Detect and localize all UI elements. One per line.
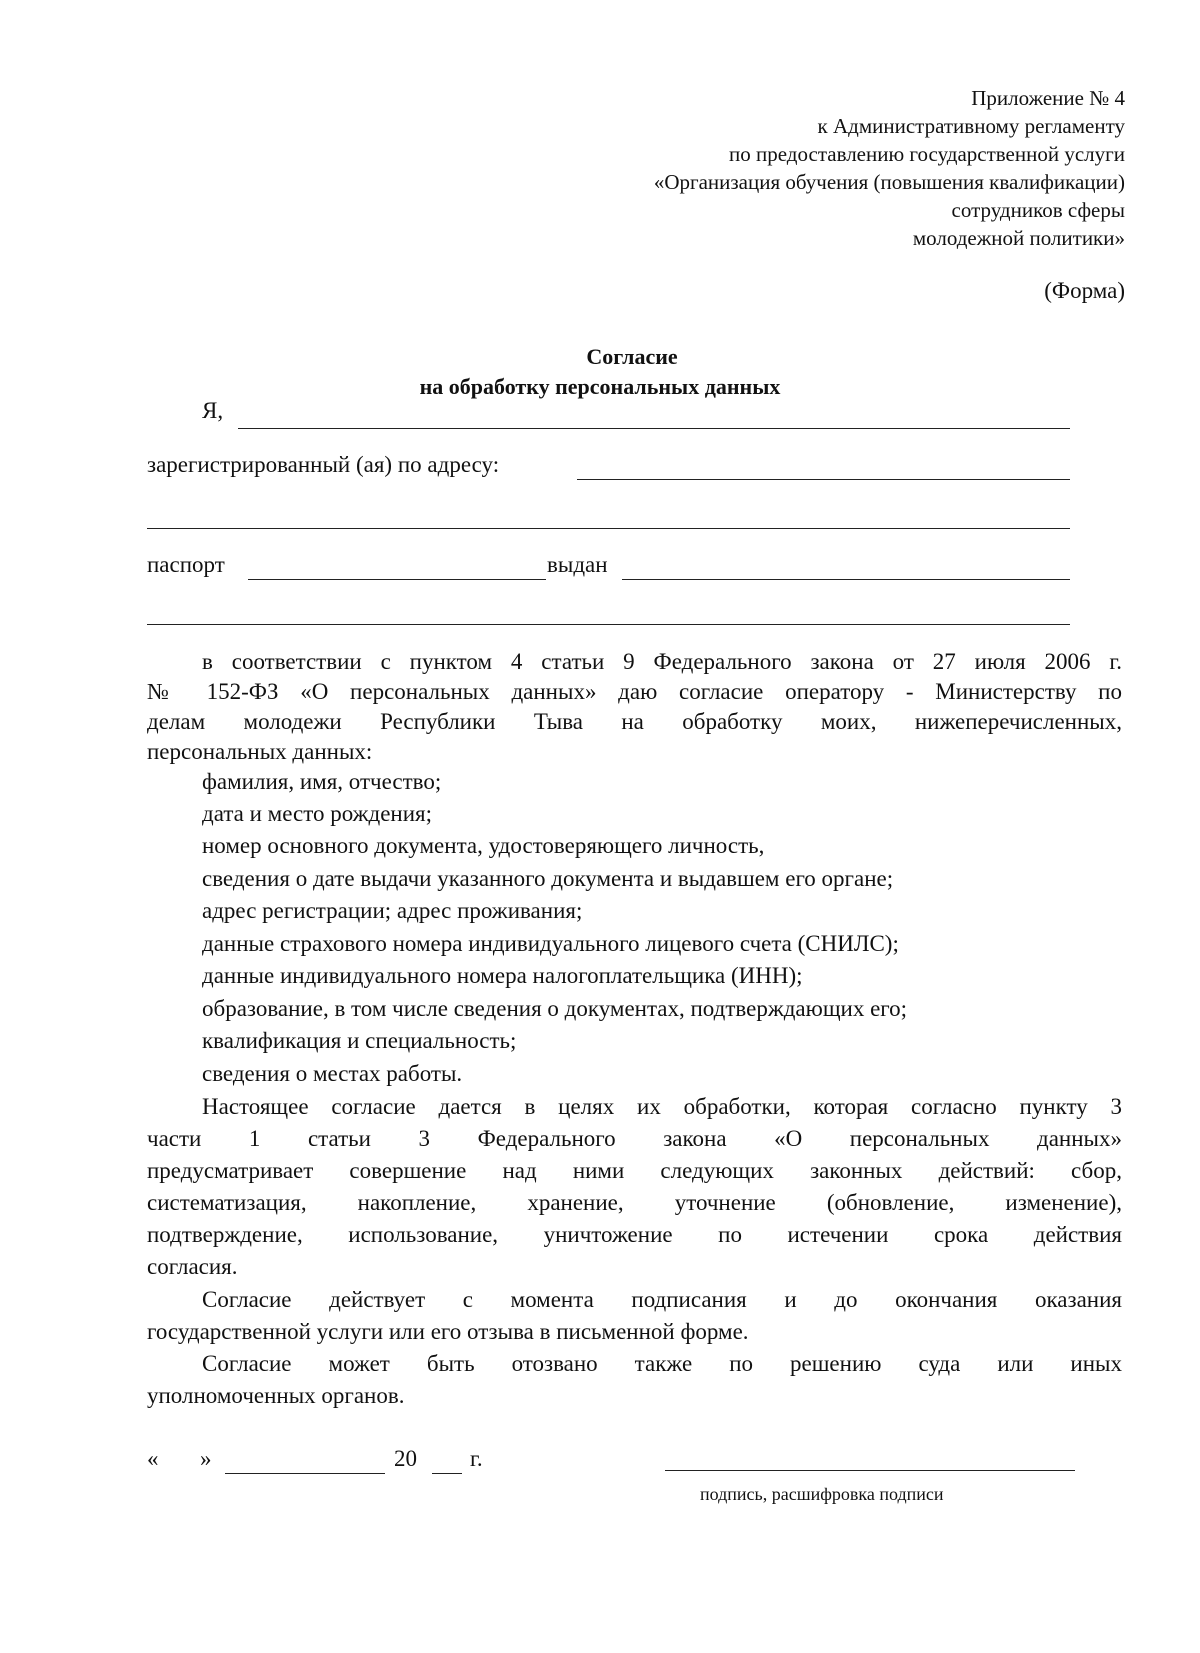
- passport-label: паспорт: [147, 552, 225, 577]
- signature-line[interactable]: [665, 1470, 1075, 1471]
- form-label: (Форма): [1044, 278, 1125, 303]
- date-quote-close: »: [200, 1446, 212, 1471]
- list-item: дата и место рождения;: [202, 801, 433, 826]
- intro-line: № 152-ФЗ «О персональных данных» даю согласие оператору - Министерству по: [147, 679, 1122, 704]
- appendix-line: «Организация обучения (повышения квалификации): [653, 170, 1125, 194]
- purpose-line: части 1 статьи 3 Федерального закона «О персональных данных»: [147, 1126, 1122, 1151]
- document-subtitle: на обработку персональных данных: [419, 374, 781, 399]
- validity-line: государственной услуги или его отзыва в письменной форме.: [147, 1319, 749, 1344]
- appendix-line: к Административному регламенту: [817, 114, 1125, 138]
- name-input-line[interactable]: [238, 428, 1070, 429]
- appendix-line: Приложение № 4: [971, 86, 1125, 110]
- purpose-line: согласия.: [147, 1254, 238, 1279]
- list-item: сведения о дате выдачи указанного документа и выдавшем его органе;: [202, 866, 894, 891]
- purpose-line: систематизация, накопление, хранение, уточнение (обновление, изменение),: [147, 1190, 1122, 1215]
- list-item: данные индивидуального номера налогоплательщика (ИНН);: [202, 963, 803, 988]
- purpose-line: Настоящее согласие дается в целях их обработки, которая согласно пункту 3: [202, 1094, 1122, 1119]
- purpose-line: предусматривает совершение над ними следующих законных действий: сбор,: [147, 1158, 1122, 1183]
- date-year-prefix: 20: [394, 1446, 417, 1471]
- revoke-line: Согласие может быть отозвано также по решению суда или иных: [202, 1351, 1122, 1376]
- intro-line: персональных данных:: [147, 739, 373, 764]
- list-item: данные страхового номера индивидуального лицевого счета (СНИЛС);: [202, 931, 899, 956]
- date-year-line[interactable]: [432, 1473, 462, 1474]
- appendix-line: по предоставлению государственной услуги: [729, 142, 1125, 166]
- date-quote-open: «: [147, 1446, 159, 1471]
- list-item: сведения о местах работы.: [202, 1061, 463, 1086]
- address-input-line[interactable]: [577, 479, 1070, 480]
- list-item: адрес регистрации; адрес проживания;: [202, 898, 583, 923]
- signature-caption: подпись, расшифровка подписи: [700, 1484, 944, 1504]
- list-item: образование, в том числе сведения о документах, подтверждающих его;: [202, 996, 908, 1021]
- address-continuation-line[interactable]: [147, 528, 1070, 529]
- list-item: фамилия, имя, отчество;: [202, 769, 442, 794]
- validity-line: Согласие действует с момента подписания и до окончания оказания: [202, 1287, 1122, 1312]
- appendix-line: сотрудников сферы: [951, 198, 1125, 222]
- issued-continuation-line[interactable]: [147, 624, 1070, 625]
- issued-input-line[interactable]: [622, 579, 1070, 580]
- appendix-header: [425, 84, 1125, 252]
- list-item: номер основного документа, удостоверяющего личность,: [202, 833, 765, 858]
- revoke-line: уполномоченных органов.: [147, 1383, 405, 1408]
- date-year-suffix: г.: [470, 1446, 483, 1471]
- name-label: Я,: [202, 398, 224, 423]
- address-label: зарегистрированный (ая) по адресу:: [147, 452, 500, 477]
- passport-input-line[interactable]: [248, 579, 546, 580]
- intro-line: в соответствии с пунктом 4 статьи 9 Федерального закона от 27 июля 2006 г.: [202, 649, 1122, 674]
- list-item: квалификация и специальность;: [202, 1028, 517, 1053]
- issued-label: выдан: [547, 552, 608, 577]
- document-title: Согласие: [586, 344, 678, 369]
- appendix-line: молодежной политики»: [912, 226, 1125, 250]
- date-month-line[interactable]: [225, 1473, 385, 1474]
- intro-line: делам молодежи Республики Тыва на обработку моих, нижеперечисленных,: [147, 709, 1122, 734]
- purpose-line: подтверждение, использование, уничтожение по истечении срока действия: [147, 1222, 1122, 1247]
